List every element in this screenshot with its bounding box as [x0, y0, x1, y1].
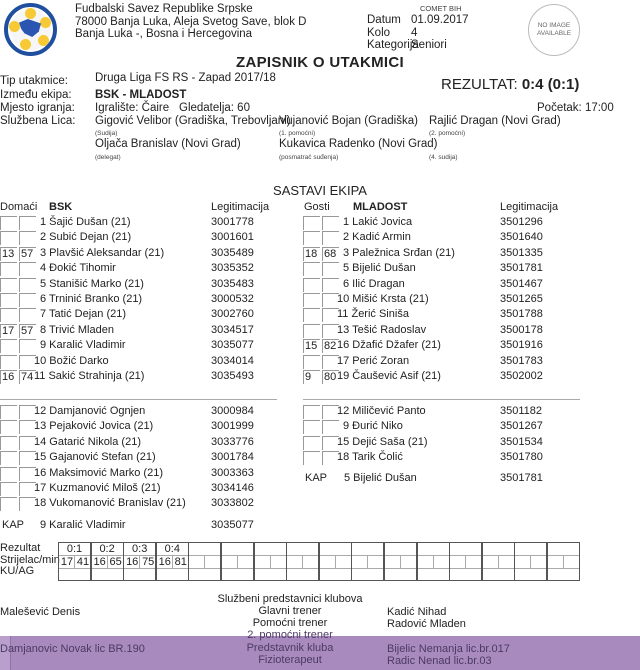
sub-box [0, 436, 17, 450]
score-cell [351, 542, 384, 581]
player-name: 9 Đurić Niko [343, 420, 403, 433]
player-name: 1 Šajić Dušan (21) [40, 216, 131, 228]
score-cell-result [483, 543, 514, 556]
officials-label: Službena Lica: [0, 115, 76, 127]
goal-minute-box: 82 [322, 339, 339, 353]
player-license: 3035077 [211, 339, 254, 352]
goal-count-box: 15 [303, 339, 320, 353]
federation-logo-icon [4, 3, 57, 56]
player-name: 15 Dejić Saša (21) [337, 435, 428, 448]
away-head-coach: Kadić Nihad [387, 606, 447, 618]
goal-count-box [0, 262, 17, 276]
sub-box [322, 436, 339, 450]
teams-label: Između ekipa: [0, 89, 72, 101]
player-license: 3501780 [500, 451, 543, 464]
goal-count-box [303, 355, 320, 369]
goal-minute [499, 556, 515, 569]
player-name: 17 Kuzmanović Miloš (21) [34, 482, 161, 494]
away-assistant-coach: Radović Mladen [387, 618, 466, 630]
sub-box [0, 482, 17, 496]
sub-box [0, 405, 17, 419]
official-fourth-referee-role: (4. sudija) [429, 154, 458, 161]
player-name: 6 Ilić Dragan [343, 277, 405, 290]
player-name: 18 Tarik Čolić [337, 451, 403, 464]
player-license: 3501182 [500, 405, 543, 417]
away-team-name: MLADOST [353, 201, 408, 213]
teams-value: BSK - MLADOST [95, 89, 187, 101]
score-cell-result [352, 543, 383, 556]
sub-box [19, 497, 36, 511]
scorer-number [288, 556, 303, 569]
player-license: 3034517 [211, 323, 254, 336]
score-cell-result [515, 543, 546, 556]
score-cell-scorer [483, 556, 514, 569]
official-assistant-2-role: (2. pomoćni) [429, 130, 466, 137]
goal-minute-box [322, 231, 339, 245]
org-city: Banja Luka -, Bosna i Hercegovina [75, 28, 253, 40]
player-license: 3501788 [500, 308, 543, 321]
role-assistant-coach: Pomoćni trener [252, 617, 328, 629]
score-cell-result [385, 543, 416, 556]
scorer-number [256, 556, 271, 569]
goal-count-box [0, 339, 17, 353]
score-cell [254, 542, 287, 581]
player-name: 13 Tešić Radoslav [337, 323, 427, 336]
scorer-number [321, 556, 336, 569]
org-name: Fudbalski Savez Republike Srpske [75, 3, 253, 15]
away-captain-name: 5 Bijelić Dušan [344, 472, 417, 484]
role-second-assistant: 2. pomoćni trener [247, 629, 333, 641]
score-cell [547, 542, 580, 581]
goal-minute-box [322, 278, 339, 292]
scorer-number [516, 556, 531, 569]
scorer-number [484, 556, 499, 569]
goal-minute [238, 556, 254, 569]
goal-minute-box: 57 [19, 324, 36, 338]
score-cell-scorer [222, 556, 253, 569]
player-license: 3000532 [211, 293, 254, 305]
sub-box [0, 451, 17, 465]
player-license: 3035483 [211, 277, 254, 290]
venue-value: Igralište: Čaire [95, 102, 170, 114]
goal-minute [205, 556, 221, 569]
player-license: 3502002 [500, 370, 543, 382]
player-license: 3500178 [500, 323, 543, 336]
player-name: 4 Đokić Tihomir [40, 262, 116, 275]
score-cell-result [418, 543, 449, 556]
player-name: 15 Gajanović Stefan (21) [34, 451, 156, 464]
player-license: 3501781 [500, 262, 543, 275]
goal-minute-box [19, 308, 36, 322]
available-text: AVAILABLE [536, 30, 572, 37]
player-name: 10 Božić Darko [34, 354, 109, 367]
player-license: 3034014 [211, 354, 254, 367]
category-value: Seniori [411, 39, 447, 51]
player-license: 3501640 [500, 231, 543, 244]
result-row-label: Rezultat [0, 542, 41, 554]
goal-count-box: 18 [303, 247, 320, 261]
score-cell-scorer [92, 556, 123, 569]
goal-count-box [303, 216, 320, 230]
score-cell-result [320, 543, 351, 556]
player-license: 3501267 [500, 420, 543, 433]
goal-minute-box [19, 231, 36, 245]
role-physiotherapist: Fizioterapeut [258, 654, 322, 666]
goal-count-box: 13 [0, 247, 17, 261]
player-name: 17 Perić Zoran [337, 354, 410, 367]
away-side-label: Gosti [304, 201, 330, 213]
scorer-row-label: Strijelac/min [0, 553, 60, 566]
sub-box [19, 405, 36, 419]
score-cell [221, 542, 254, 581]
scorer-number [223, 556, 238, 569]
home-legit-header: Legitimacija [211, 201, 270, 213]
goal-count-box: 16 [0, 370, 17, 384]
page-title: ZAPISNIK O UTAKMICI [236, 54, 404, 71]
meta-values [411, 14, 469, 52]
score-cell-scorer [548, 556, 579, 569]
player-license: 3002760 [211, 308, 254, 321]
sub-box [303, 420, 320, 434]
player-license: 3001601 [211, 231, 254, 244]
goal-minute-box: 57 [19, 247, 36, 261]
score-cell [482, 542, 515, 581]
competition-value: Druga Liga FS RS - Zapad 2017/18 [95, 72, 276, 84]
match-type-label: Tip utakmice: [0, 75, 68, 87]
score-cell-scorer [320, 556, 351, 569]
round-label: Kolo [367, 26, 391, 39]
official-delegate-role: (delegat) [95, 154, 121, 161]
score-cell-scorer [59, 556, 90, 569]
goal-minute-box [19, 278, 36, 292]
sub-box [303, 436, 320, 450]
official-assistant-2: Rajlić Dragan (Novi Grad) [429, 115, 561, 127]
player-license: 3501335 [500, 246, 543, 259]
score-cell [156, 542, 189, 581]
staff-title: Službeni predstavnici klubova [217, 593, 363, 605]
player-name: 1 Lakić Jovica [343, 216, 413, 228]
role-head-coach: Glavni trener [258, 605, 322, 617]
score-cell-scorer [418, 556, 449, 569]
player-name: 2 Subić Dejan (21) [40, 231, 132, 244]
player-name: 3 Plavšić Aleksandar (21) [40, 246, 165, 259]
player-license: 3034146 [211, 482, 254, 494]
scorer-number: 16 [93, 556, 106, 568]
player-license: 3035352 [211, 262, 254, 275]
score-cell [123, 542, 156, 581]
score-cell [449, 542, 482, 581]
score-cell-result: 0:4 [157, 543, 188, 556]
round-value: 4 [411, 26, 418, 39]
organization-info [75, 3, 306, 41]
cards-row-label: KU/AG [0, 565, 35, 577]
player-name: 19 Čaušević Asif (21) [337, 370, 441, 382]
sub-box [322, 451, 339, 465]
goal-minute [271, 556, 287, 569]
goal-minute [368, 556, 384, 569]
official-delegate: Oljača Branislav (Novi Grad) [95, 138, 241, 150]
player-license: 3501467 [500, 277, 543, 290]
official-referee: Gigović Velibor (Gradiška, Trebovljani) [95, 115, 291, 127]
score-cell-scorer [255, 556, 286, 569]
goal-minute-box: 68 [322, 247, 339, 261]
sub-box [303, 451, 320, 465]
goal-minute: 41 [76, 556, 90, 568]
goal-count-box [0, 231, 17, 245]
goal-minute-box: 80 [322, 370, 339, 384]
category-label: Kategorija [367, 39, 419, 51]
comet-label: COMET BIH [420, 4, 462, 13]
home-team-name: BSK [49, 201, 73, 213]
goal-minute-box [19, 216, 36, 230]
role-club-representative: Predstavnik kluba [246, 642, 334, 654]
goal-minute-box [19, 293, 36, 307]
score-cell [286, 542, 319, 581]
score-cell [188, 542, 221, 581]
official-observer-role: (posmatrač suđenja) [279, 154, 339, 161]
score-cell [417, 542, 450, 581]
score-cell-result: 0:2 [92, 543, 123, 556]
goal-minute: 81 [174, 556, 187, 568]
away-physiotherapist: Radic Nenad lic.br.03 [387, 655, 492, 667]
goal-minute-box [322, 216, 339, 230]
goal-minute: 75 [142, 556, 155, 568]
scorer-number [419, 556, 434, 569]
player-name: 12 Damjanović Ognjen [34, 405, 146, 417]
goal-minute: 65 [109, 556, 122, 568]
score-cell-scorer [124, 556, 155, 569]
sub-box [303, 405, 320, 419]
scorer-number [451, 556, 466, 569]
away-captain-id: 3501781 [500, 472, 543, 484]
scorer-number: 16 [158, 556, 171, 568]
player-license: 3001784 [211, 451, 254, 464]
sub-box [19, 451, 36, 465]
player-name: 9 Karalić Vladimir [40, 339, 126, 352]
player-name: 2 Kadić Armin [343, 231, 411, 244]
home-captain-name: 9 Karalić Vladimir [40, 519, 126, 531]
scorer-number: 17 [60, 556, 74, 568]
score-cell-scorer [189, 556, 220, 569]
goal-count-box: 9 [303, 370, 320, 384]
player-name: 13 Pejaković Jovica (21) [34, 420, 154, 433]
score-cell-result [255, 543, 286, 556]
sub-box [0, 497, 17, 511]
score-cell-result [287, 543, 318, 556]
result-label: REZULTAT: [441, 76, 518, 93]
scorer-number [549, 556, 564, 569]
sub-box [19, 436, 36, 450]
lineups-title: SASTAVI EKIPA [273, 183, 367, 198]
player-name: 16 Maksimović Marko (21) [34, 466, 163, 479]
goal-count-box [303, 231, 320, 245]
home-side-label: Domaći [0, 201, 38, 213]
score-cell-result: 0:3 [124, 543, 155, 556]
player-license: 3035493 [211, 370, 254, 382]
goal-count-box [0, 355, 17, 369]
player-name: 6 Trninić Branko (21) [40, 293, 143, 305]
player-name: 16 Džafić Džafer (21) [337, 339, 441, 352]
goal-minute [336, 556, 352, 569]
scorer-number [190, 556, 205, 569]
score-cell-result [189, 543, 220, 556]
home-separator [0, 399, 277, 400]
player-name: 5 Bijelić Dušan [343, 262, 416, 275]
player-name: 11 Žerić Siniša [337, 308, 409, 321]
official-assistant-1: Vujanović Bojan (Gradiška) [279, 115, 418, 127]
player-name: 8 Trivić Mladen [40, 323, 114, 336]
player-license: 3003363 [211, 466, 254, 479]
goal-count-box [303, 293, 320, 307]
away-separator [303, 399, 580, 400]
player-name: 11 Sakić Strahinja (21) [34, 370, 145, 382]
goal-minute-box [19, 339, 36, 353]
player-license: 3035489 [211, 246, 254, 259]
score-cell [384, 542, 417, 581]
org-address: 78000 Banja Luka, Aleja Svetog Save, blok D [75, 15, 307, 28]
player-name: 14 Gatarić Nikola (21) [34, 435, 141, 448]
player-license: 3501296 [500, 216, 543, 228]
score-cell-scorer [287, 556, 318, 569]
date-value: 01.09.2017 [411, 14, 469, 26]
home-club-representative: Damjanovic Novak lic BR.190 [0, 643, 145, 655]
score-cell-scorer [515, 556, 546, 569]
goal-count-box [303, 262, 320, 276]
goal-minute [531, 556, 547, 569]
sub-box [19, 467, 36, 481]
player-name: 10 Mišić Krsta (21) [337, 293, 429, 305]
score-grid-labels [0, 543, 60, 578]
official-referee-role: (Sudija) [95, 130, 118, 137]
score-cell-result [450, 543, 481, 556]
player-name: 7 Tatić Dejan (21) [40, 308, 127, 321]
spectators-value: Gledatelja: 60 [179, 102, 250, 114]
goal-minute-box [19, 262, 36, 276]
goal-count-box [0, 293, 17, 307]
goal-minute [401, 556, 417, 569]
score-cell [91, 542, 124, 581]
home-captain-id: 3035077 [211, 519, 254, 531]
goal-minute [434, 556, 450, 569]
scorer-number: 16 [126, 556, 139, 568]
goal-minute-box: 74 [19, 370, 36, 384]
goal-count-box [303, 324, 320, 338]
score-cell-scorer [352, 556, 383, 569]
score-cell-scorer [450, 556, 481, 569]
home-head-coach: Malešević Denis [0, 606, 81, 618]
away-captain-label: KAP [305, 472, 328, 484]
player-license: 3501783 [500, 354, 543, 367]
home-captain-label: KAP [2, 519, 25, 531]
player-license: 3001999 [211, 420, 254, 433]
no-image-text: NO IMAGE [537, 22, 571, 29]
goal-count-box [0, 278, 17, 292]
scorer-number [353, 556, 368, 569]
score-cell-result [548, 543, 579, 556]
sub-box [322, 405, 339, 419]
player-license: 3501265 [500, 293, 543, 305]
goal-count-box [0, 216, 17, 230]
player-license: 3000984 [211, 405, 254, 417]
goal-count-box [303, 308, 320, 322]
result-value: 0:4 (0:1) [521, 76, 580, 93]
sub-box [0, 467, 17, 481]
sub-box [19, 482, 36, 496]
score-cell [58, 542, 91, 581]
goal-count-box [303, 278, 320, 292]
goal-minute [466, 556, 482, 569]
goal-minute-box [322, 262, 339, 276]
player-license: 3001778 [211, 216, 254, 228]
date-label: Datum [367, 14, 401, 26]
sub-box [0, 420, 17, 434]
player-license: 3501534 [500, 435, 543, 448]
score-cell-scorer [385, 556, 416, 569]
score-cell-result: 0:1 [59, 543, 90, 556]
player-license: 3033802 [211, 497, 254, 510]
away-club-representative: Bijelic Nemanja lic.br.017 [387, 643, 510, 655]
score-cell [514, 542, 547, 581]
sub-box [19, 420, 36, 434]
goal-count-box: 17 [0, 324, 17, 338]
player-name: 3 Paležnica Srđan (21) [343, 246, 455, 259]
away-legit-header: Legitimacija [500, 201, 559, 213]
score-cell-scorer [157, 556, 188, 569]
kickoff-time: Početak: 17:00 [537, 102, 614, 114]
goal-minute [303, 556, 319, 569]
player-name: 12 Miličević Panto [337, 405, 426, 417]
player-name: 5 Stanišić Marko (21) [40, 277, 144, 290]
player-license: 3033776 [211, 435, 254, 448]
scorer-number [386, 556, 401, 569]
goal-minute [564, 556, 580, 569]
no-image-placeholder [528, 4, 580, 56]
sub-box [322, 420, 339, 434]
score-cell-result [222, 543, 253, 556]
official-assistant-1-role: (1. pomoćni) [279, 130, 316, 137]
score-cell [319, 542, 352, 581]
result [441, 76, 579, 93]
official-observer: Kukavica Radenko (Novi Grad) [279, 138, 438, 150]
venue-label: Mjesto igranja: [0, 102, 75, 114]
player-name: 18 Vukomanović Branislav (21) [34, 497, 186, 510]
goal-count-box [0, 308, 17, 322]
player-license: 3501916 [500, 339, 543, 352]
